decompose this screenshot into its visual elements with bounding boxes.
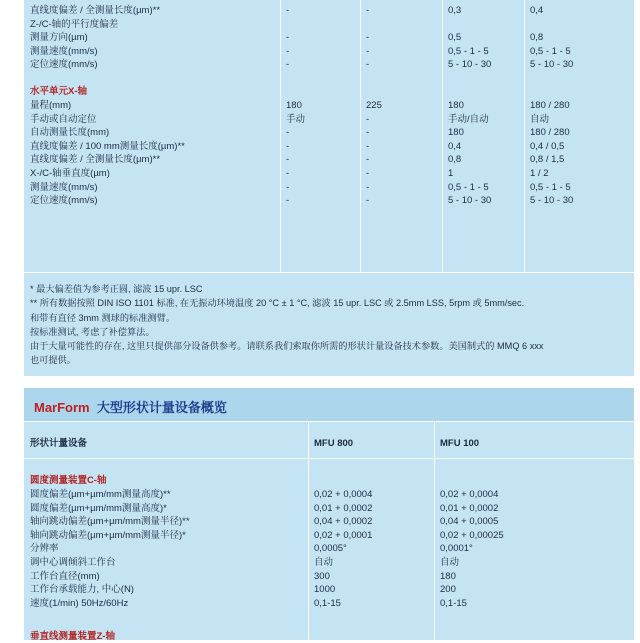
row-value: 0,04 + 0,0005 (440, 516, 499, 528)
row-value: - (286, 59, 290, 71)
footnote: 由于大量可能性的存在, 这里只提供部分设备供参考。请联系我们索取你所需的形状计量设备技术参数。美国制式的 MMQ 6 xxx (30, 341, 544, 352)
row-value: 手动 (286, 113, 306, 125)
table-row (24, 126, 634, 139)
row-value: 300 (314, 570, 330, 582)
section-title: MarForm 大型形状计量设备概览 (34, 400, 227, 415)
row-value: 1 / 2 (530, 168, 549, 179)
table-row (24, 58, 634, 71)
row-value: 1 (448, 168, 454, 179)
row-value: 0,02 + 0,0004 (440, 489, 499, 500)
row-value: - (366, 32, 370, 44)
row-label: 调中心调倾斜工作台 (30, 557, 116, 568)
row-value: 0,01 + 0,0002 (440, 502, 499, 514)
row-value: - (286, 154, 290, 166)
row-value: 0,5 - 1 - 5 (530, 181, 571, 193)
table-row (24, 515, 634, 528)
table-row (24, 597, 634, 610)
row-value: - (366, 181, 370, 193)
row-value: 200 (440, 584, 456, 596)
table-row (24, 167, 634, 180)
row-value: - (286, 168, 290, 179)
x-axis-section-title: 水平单元X-轴 (30, 86, 88, 97)
row-value: 自动 (440, 557, 460, 568)
table-row (24, 45, 634, 58)
brand-name: MarForm (34, 400, 90, 415)
row-value: - (286, 32, 290, 44)
row-label: Z-/C-轴的平行度偏差 (30, 18, 119, 30)
row-value: - (286, 181, 290, 193)
row-value: 0,4 / 0,5 (530, 140, 565, 152)
row-value: 0,02 + 0,00025 (440, 529, 504, 541)
row-value: 225 (366, 100, 382, 111)
row-value: 0,5 - 1 - 5 (530, 45, 571, 57)
row-label: 量程(mm) (30, 100, 72, 111)
row-value: 0,01 + 0,0002 (314, 502, 373, 514)
row-label: 直线度偏差 / 全测量长度(µm)** (30, 5, 161, 16)
row-label: 直线度偏差 / 100 mm测量长度(µm)** (30, 140, 185, 152)
table-row (24, 181, 634, 194)
row-value: 0,4 (448, 140, 462, 152)
row-value: 180 (448, 127, 464, 139)
row-value: 0,02 + 0,0004 (314, 489, 373, 500)
table-row (24, 542, 634, 555)
row-value: - (366, 45, 370, 57)
header-col-mfu100: MFU 100 (440, 438, 480, 449)
row-value: 自动 (530, 113, 550, 125)
header-col-mfu800: MFU 800 (314, 438, 354, 449)
footnote: 按标准测试, 考虑了补偿算法。 (30, 326, 155, 337)
row-value: 180 (286, 100, 302, 111)
row-value: - (286, 140, 290, 152)
table-row (24, 556, 634, 569)
row-value: - (366, 127, 370, 139)
row-label: 直线度偏差 / 全测量长度(µm)** (30, 154, 161, 166)
row-label: 定位速度(mm/s) (30, 59, 98, 71)
table-row (24, 113, 634, 126)
row-value: - (366, 113, 370, 125)
table-row (24, 4, 634, 17)
row-label: 测量速度(mm/s) (30, 45, 98, 57)
row-value: 5 - 10 - 30 (448, 59, 492, 71)
row-label: 手动或自动定位 (30, 113, 97, 125)
row-value: - (366, 59, 370, 71)
row-label: 工作台直径(mm) (30, 570, 100, 582)
row-label: 轴向跳动偏差(µm+µm/mm测量半径)* (30, 529, 186, 541)
upper-spec-panel (24, 0, 634, 376)
section-title-bar (24, 388, 634, 422)
row-label: 测量方向(µm) (30, 32, 88, 44)
row-value: 0,1-15 (314, 597, 341, 609)
table-header (24, 434, 634, 454)
table-row (24, 502, 634, 515)
table-row (24, 570, 634, 583)
row-label: 轴向跳动偏差(µm+µm/mm测量半径)** (30, 516, 190, 528)
header-divider (24, 458, 634, 459)
row-value: 5 - 10 - 30 (448, 195, 492, 207)
row-value: 0,0001° (440, 543, 473, 555)
row-value: 0,02 + 0,0001 (314, 529, 373, 541)
table-row (24, 488, 634, 501)
row-label: 分辨率 (30, 543, 59, 555)
row-value: - (286, 195, 290, 207)
row-value: - (286, 45, 290, 57)
row-value: - (286, 5, 290, 16)
table-row (24, 18, 634, 31)
row-value: 0,1-15 (440, 597, 467, 609)
row-value: 0,8 / 1,5 (530, 154, 565, 166)
row-value: 180 / 280 (530, 100, 570, 111)
row-value: 0,0005° (314, 543, 347, 555)
table-row (24, 140, 634, 153)
row-label: 定位速度(mm/s) (30, 195, 98, 207)
c-axis-section-title: 圆度测量装置C-轴 (30, 475, 107, 486)
row-value: - (286, 127, 290, 139)
row-value: 0,3 (448, 5, 462, 16)
lower-spec-panel (24, 388, 634, 640)
row-value: 0,04 + 0,0002 (314, 516, 373, 528)
footnote: * 最大偏差值为参考正圆, 滤波 15 upr. LSC (30, 284, 203, 294)
table-row (24, 529, 634, 542)
row-label: X-/C-轴垂直度(µm) (30, 168, 110, 179)
row-value: - (366, 168, 370, 179)
notes-divider (24, 272, 634, 273)
row-value: 180 / 280 (530, 127, 570, 139)
table-row (24, 99, 634, 112)
row-value: 1000 (314, 584, 336, 596)
row-label: 速度(1/min) 50Hz/60Hz (30, 597, 129, 609)
footnote: 也可提供。 (30, 355, 76, 366)
row-value: - (366, 154, 370, 166)
row-value: 0,8 (530, 32, 544, 44)
table-row (24, 583, 634, 596)
row-label: 圆度偏差(µm+µm/mm测量高度)** (30, 489, 171, 500)
row-value: 5 - 10 - 30 (530, 59, 574, 71)
footnote: 和带有直径 3mm 测球的标准测臂。 (30, 312, 175, 323)
row-value: 0,4 (530, 5, 544, 16)
table-row (24, 31, 634, 44)
row-value: 手动/自动 (448, 113, 489, 125)
row-value: 0,5 - 1 - 5 (448, 181, 489, 193)
row-label: 圆度偏差(µm+µm/mm测量高度)* (30, 502, 167, 514)
row-value: 0,5 (448, 32, 462, 44)
table-row (24, 194, 634, 207)
row-label: 测量速度(mm/s) (30, 181, 98, 193)
row-value: 自动 (314, 557, 334, 568)
row-value: 180 (440, 570, 456, 582)
row-value: - (366, 195, 370, 207)
z-axis-section-title: 垂直线测量装置Z-轴 (30, 631, 115, 642)
header-label: 形状计量设备 (30, 438, 88, 449)
row-value: 5 - 10 - 30 (530, 195, 574, 207)
row-value: 180 (448, 100, 464, 111)
row-value: 0,8 (448, 154, 462, 166)
row-value: - (366, 140, 370, 152)
row-value: - (366, 5, 370, 16)
table-row (24, 153, 634, 166)
row-label: 工作台承载能力, 中心(N) (30, 584, 134, 596)
row-label: 自动测量长度(mm) (30, 127, 110, 139)
footnotes (30, 282, 626, 368)
footnote: ** 所有数据按照 DIN ISO 1101 标准, 在无振动环境温度 20 °C ± 1 °C, 滤波 15 upr. LSC 或 2.5mm LSS, 5rpm 或 5mm/sec. (30, 298, 525, 309)
row-value: 0,5 - 1 - 5 (448, 45, 489, 57)
